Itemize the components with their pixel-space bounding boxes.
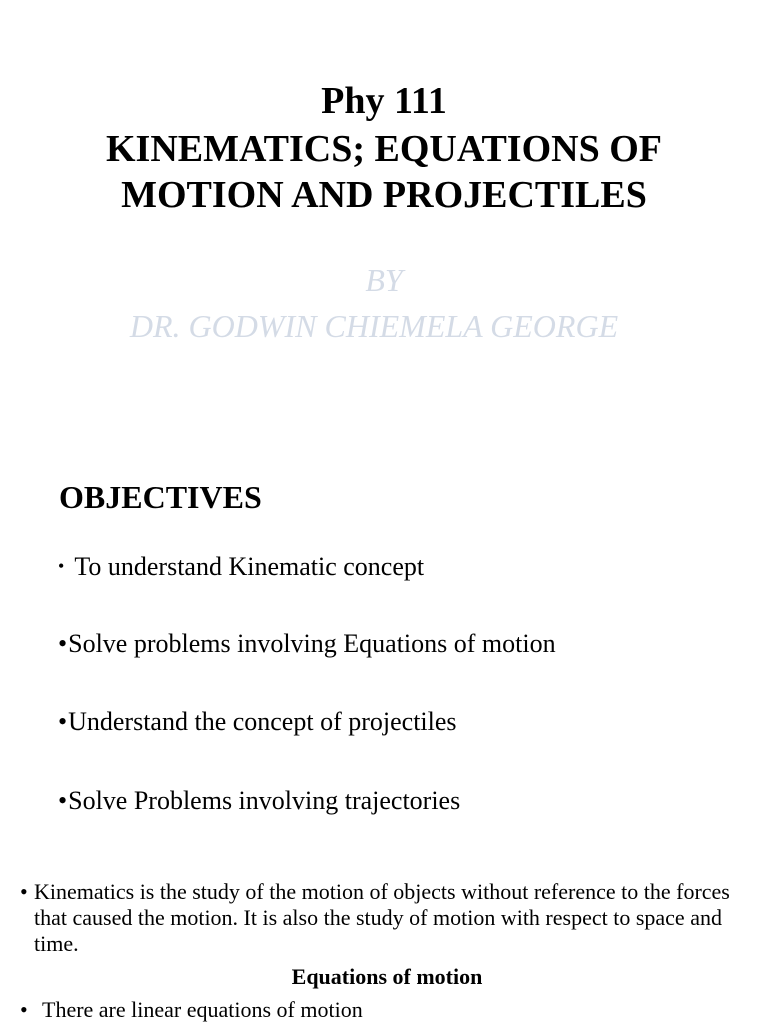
bullet-icon: •: [58, 707, 68, 736]
section-subheading: Equations of motion: [291, 964, 483, 989]
objective-text: Solve Problems involving trajectories: [68, 786, 461, 815]
objective-item: [58, 785, 460, 817]
title-line-3: MOTION AND PROJECTILES: [121, 174, 647, 216]
byline-by: BY: [365, 262, 403, 298]
title-line-1: Phy 111: [321, 80, 447, 122]
objective-text: Solve problems involving Equations of motion: [68, 629, 556, 658]
bullet-icon: •: [20, 879, 28, 904]
list-item: [20, 996, 363, 1024]
objective-item: [58, 706, 457, 738]
title-line-2: KINEMATICS; EQUATIONS OF: [106, 128, 662, 170]
objective-text: To understand Kinematic concept: [74, 552, 425, 581]
objective-item: [58, 628, 556, 660]
byline-author: DR. GODWIN CHIEMELA GEORGE: [129, 308, 619, 344]
objective-item: [58, 550, 424, 583]
bullet-icon: •: [58, 786, 68, 815]
objectives-heading: OBJECTIVES: [59, 479, 262, 515]
bullet-icon: •: [58, 629, 68, 658]
definition-paragraph: [20, 879, 750, 957]
bullet-icon: •: [20, 997, 28, 1022]
paragraph-text: Kinematics is the study of the motion of objects without reference to the forces that caused the motion. It is also the study of motion with respect to space and time.: [34, 879, 730, 956]
list-item-text: There are linear equations of motion: [42, 997, 363, 1022]
bullet-icon: •: [58, 556, 65, 576]
objective-text: Understand the concept of projectiles: [68, 707, 457, 736]
